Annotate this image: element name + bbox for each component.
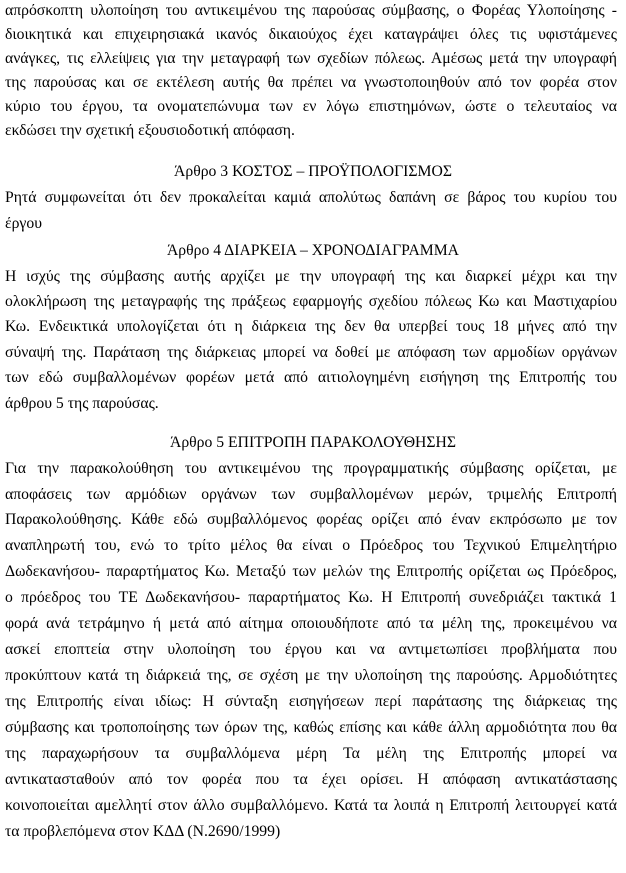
text-line: αναπληρωτή του, ενώ το τρίτο μέλος θα είναι ο Πρόεδρος του Τεχνικού Επιμελητήριο [5, 537, 617, 554]
text-line: Κω. Ενδεικτικά υπολογίζεται ότι η διάρκεια της δεν θα υπερβεί τους 18 μήνες από την [5, 318, 617, 335]
text-line: της παρούσας και σε εκτέλεση αυτής θα πρέπει να γνωστοποιηθούν από τον φορέα στον [5, 74, 617, 91]
text-line: αποφάσεις των αρμόδιων οργάνων των συμβαλλομένων μερών, τριμελής Επιτροπή [5, 486, 617, 503]
text-line: διοικητικά και επιχειρησιακά ικανός δικαιούχος έχει καταγράψει όλες τις υφιστάμενες [5, 26, 617, 43]
text-line: Ρητά συμφωνείται ότι δεν προκαλείται καμιά απολύτως δαπάνη σε βάρος του κυρίου του [5, 189, 617, 206]
text-line: των εδώ συμβαλλομένων φορέων μετά από αιτιολογημένη εισήγηση της Επιτροπής του [5, 369, 617, 386]
text-line: ο πρόεδρος του ΤΕ Δωδεκανήσου- παραρτήματος Κω. Η Επιτροπή συνεδριάζει τακτικά 1 [5, 589, 617, 606]
text-line: τα προβλεπόμενα στον ΚΔΔ (Ν.2690/1999) [5, 823, 281, 840]
text-line: Παρακολούθησης. Κάθε εδώ συμβαλλόμενος φορέας ορίζει από έναν εκπρόσωπο με τον [5, 511, 617, 528]
article-5-heading: Άρθρο 5 ΕΠΙΤΡΟΠΗ ΠΑΡΑΚΟΛΟΥΘΗΣΗΣ [170, 434, 456, 451]
text-line: της Επιτροπής είναι ιδίως: Η σύνταξη εισηγήσεων περί παράτασης της διάρκειας της [5, 693, 617, 710]
text-line: ανάγκες, τις ελλείψεις για την μεταγραφή των σχεδίων πόλεως. Αμέσως μετά την υπογραφή [5, 50, 617, 67]
text-line: έργου [5, 215, 42, 232]
text-line: απρόσκοπτη υλοποίηση του αντικειμένου της παρούσας σύμβασης, ο Φορέας Υλοποίησης - [5, 2, 617, 19]
text-line: ασκεί εποπτεία στην υλοποίηση του έργου και να αντιμετωπίσει προβλήματα που [5, 641, 617, 658]
text-line: εκδώσει την σχετική εξουσιοδοτική απόφαση. [5, 122, 295, 139]
text-line: κοινοποιείται αμελλητί στον άλλο συμβαλλόμενο. Κατά τα λοιπά η Επιτροπή λειτουργεί κατά [5, 797, 617, 814]
text-line: άρθρου 5 της παρούσας. [5, 395, 159, 412]
text-line: αντικατασταθούν από τον φορέα που τα έχει ορίσει. Η απόφαση αντικατάστασης [5, 771, 617, 788]
text-line: σύναψή της. Παράταση της διάρκειας μπορεί να δοθεί με απόφαση των αρμοδίων οργάνων [5, 344, 617, 361]
text-line: προκύπτουν κατά τη διάρκειά της, σε σχέση με την υλοποίηση της παρούσης. Αρμοδιότητες [5, 667, 617, 684]
article-4-heading: Άρθρο 4 ΔΙΑΡΚΕΙΑ – ΧΡΟΝΟΔΙΑΓΡΑΜΜΑ [166, 242, 460, 259]
text-line: Η ισχύς της σύμβασης αυτής αρχίζει με την υπογραφή της και διαρκεί μέχρι και την [5, 268, 617, 285]
text-line: φορά ανά τετράμηνο ή μετά από αίτημα οποιουδήποτε από τα μέλη της, προκειμένου να [5, 615, 617, 632]
text-line: σύμβασης και τροποποίησης των όρων της, καθώς επίσης και κάθε άλλη αρμοδιότητα που θα [5, 719, 617, 736]
text-line: της παραχωρήσουν τα συμβαλλόμενα μέρη Τα μέλη της Επιτροπής μπορεί να [5, 745, 617, 762]
article-3-heading: Άρθρο 3 ΚΟΣΤΟΣ – ΠΡΟΫΠΟΛΟΓΙΣΜΟΣ [174, 163, 452, 180]
text-line: Για την παρακολούθηση του αντικειμένου της προγραμματικής σύμβασης ορίζεται, με [5, 460, 617, 477]
text-line: κύριο του έργου, τα ονοματεπώνυμα των εν λόγω επιστημόνων, ώστε ο τελευταίος να [5, 98, 617, 115]
text-line: Δωδεκανήσου- παραρτήματος Κω. Μεταξύ των μελών της Επιτροπής ορίζεται ως Πρόεδρος, [5, 563, 617, 580]
text-line: ολοκλήρωση της μεταγραφής της πράξεως εφαρμογής σχεδίου πόλεως Κω και Μαστιχαρίου [5, 293, 617, 310]
